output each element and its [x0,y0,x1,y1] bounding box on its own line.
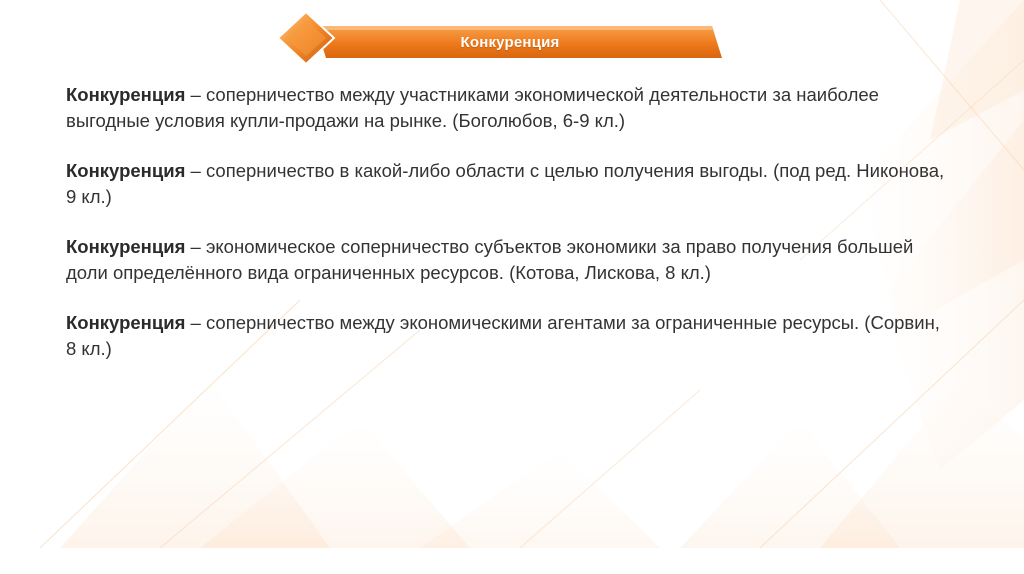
definition-4 [66,310,946,362]
definition-term: Конкуренция [66,312,186,333]
definition-text: – соперничество между участниками экономической деятельности за наиболее выгодные условия купли-продажи на рынке. (Боголюбов, 6-9 кл.) [66,84,879,131]
definition-text: – соперничество в какой-либо области с целью получения выгоды. (под ред. Никонова, 9 кл.) [66,160,945,207]
definition-term: Конкуренция [66,236,186,257]
slide-title: Конкуренция [460,34,560,51]
definition-2 [66,158,946,210]
bottom-strip [0,548,1024,574]
definition-text: – соперничество между экономическими агентами за ограниченные ресурсы. (Сорвин, 8 кл.) [66,312,940,359]
definition-term: Конкуренция [66,160,186,181]
definition-text: – экономическое соперничество субъектов экономики за право получения большей доли определённого вида ограниченных ресурсов. (Котова, Лискова, 8 кл.) [66,236,914,283]
definition-term: Конкуренция [66,84,186,105]
definition-1 [66,82,946,134]
definition-3 [66,234,946,286]
definitions-list [66,82,946,386]
